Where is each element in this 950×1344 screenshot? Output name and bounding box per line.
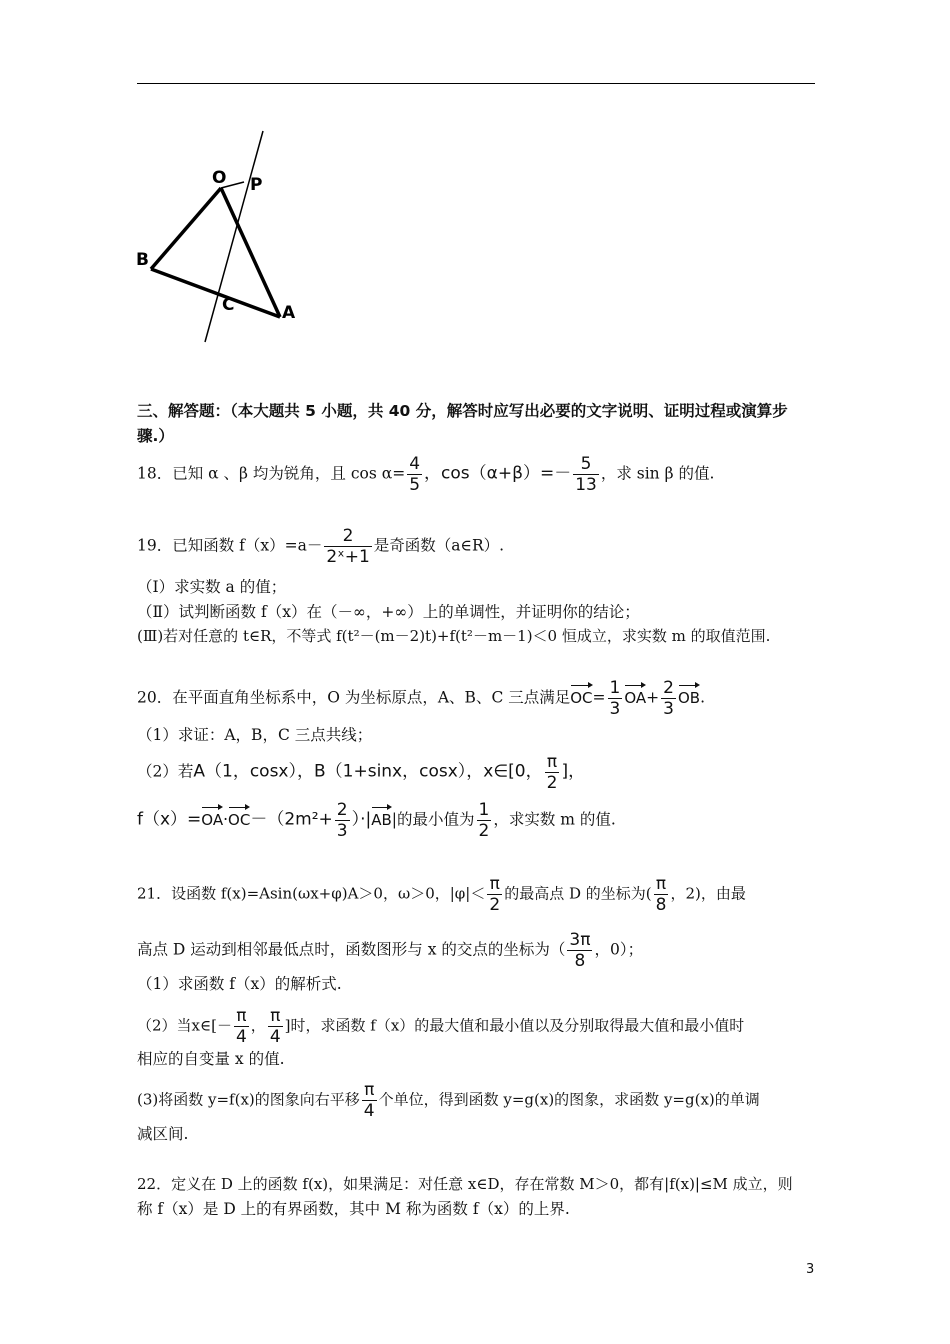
question-19-part-2: （Ⅱ）试判断函数 f（x）在（－∞，+∞）上的单调性，并证明你的结论；	[137, 603, 640, 621]
fraction: $\frac{\pi}{4}$	[235, 1006, 247, 1047]
label-o: O	[212, 168, 227, 188]
question-22: 22．定义在 D 上的函数 f(x)，如果满足：对任意 x∈D，存在常数 M＞0，都有|f(x)|≤M 成立，则	[137, 1175, 793, 1193]
question-21-part-3: (3)将函数 y=f(x)的图象向右平移 $\frac{\pi}{4}$ 个单位，得到函数 y=g(x)的图象，求函数 y=g(x)的单调	[137, 1080, 760, 1121]
question-19: 19．已知函数 f（x）=a－ $\frac{2}{\text{2ˣ+1}}$ 是奇函数（a∈R）.	[137, 526, 505, 567]
question-21-part-2-cont: 相应的自变量 x 的值.	[137, 1050, 285, 1068]
question-20-function: f（x）=OA·OC－（2m²+ $\frac{2}{3}$ ）·|AB|的最小值为 $\frac{1}{2}$ ，求实数 m 的值.	[137, 800, 616, 841]
fraction: $\frac{\pi}{4}$	[269, 1006, 281, 1047]
question-20-part-2: （2）若A（1，cosx），B（1+sinx，cosx），x∈[0， $\frac{\pi}{2}$ ]，	[137, 752, 586, 793]
fraction: $\frac{1}{3}$	[609, 678, 621, 719]
section-heading: 三、解答题：（本大题共 5 小题，共 40 分，解答时应写出必要的文字说明、证明过程或演算步	[137, 402, 788, 420]
vector-ob: OB	[678, 682, 700, 708]
page-number: 3	[806, 1262, 815, 1277]
fraction: $\frac{2}{3}$	[336, 800, 348, 841]
vector-ab: AB	[371, 804, 392, 830]
vector-oc: OC	[228, 804, 250, 830]
section-heading-cont: 骤.）	[137, 427, 174, 445]
question-19-part-3: (Ⅲ)若对任意的 t∈R，不等式 f(t²－(m－2)t)+f(t²－m－1)＜0 恒成立，求实数 m 的取值范围.	[137, 627, 771, 645]
fraction: $\frac{\pi}{2}$	[489, 874, 501, 915]
fraction: $\frac{5}{13}$	[575, 454, 597, 495]
question-22-cont: 称 f（x）是 D 上的有界函数，其中 M 称为函数 f（x）的上界.	[137, 1200, 570, 1218]
question-21: 21．设函数 f(x)=Asin(ωx+φ)A＞0，ω＞0，|φ|＜ $\frac{\pi}{2}$ 的最高点 D 的坐标为( $\frac{\pi}{8}$ ，2)，由最	[137, 874, 746, 915]
question-21-line-2: 高点 D 运动到相邻最低点时，函数图形与 x 的交点的坐标为（ $\frac{3\pi}{8}$ ，0）；	[137, 930, 644, 971]
fraction: $\frac{\pi}{4}$	[363, 1080, 375, 1121]
question-20: 20．在平面直角坐标系中，O 为坐标原点，A、B、C 三点满足OC= $\frac{1}{3}$ OA+ $\frac{2}{3}$ OB.	[137, 678, 706, 719]
fraction: $\frac{1}{2}$	[478, 800, 490, 841]
question-21-part-3-cont: 减区间.	[137, 1125, 189, 1143]
label-c: C	[222, 295, 235, 315]
vector-oa: OA	[624, 682, 646, 708]
vector-oa: OA	[201, 804, 223, 830]
geometry-figure	[132, 128, 307, 346]
question-21-part-1: （1）求函数 f（x）的解析式.	[137, 975, 342, 993]
header-rule	[137, 83, 815, 84]
label-a: A	[282, 303, 296, 323]
question-19-part-1: （Ⅰ）求实数 a 的值；	[137, 578, 287, 596]
fraction: $\frac{3\pi}{8}$	[569, 930, 591, 971]
label-p: P	[250, 175, 263, 195]
fraction: $\frac{2}{3}$	[663, 678, 674, 719]
fraction: $\frac{2}{\text{2ˣ+1}}$	[326, 526, 370, 567]
question-18: 18．已知 α 、β 均为锐角，且 cos α= $\frac{4}{5}$ ，cos（α+β）=－ $\frac{5}{13}$ ，求 sin β 的值.	[137, 454, 715, 495]
vector-oc: OC	[570, 682, 592, 708]
segment-o-b	[151, 188, 221, 269]
question-20-part-1: （1）求证：A，B，C 三点共线；	[137, 726, 373, 744]
question-21-part-2: （2）当x∈[－ $\frac{\pi}{4}$ ， $\frac{\pi}{4}$ ]时，求函数 f（x）的最大值和最小值以及分别取得最大值和最小值时	[137, 1006, 745, 1047]
fraction: $\frac{\pi}{2}$	[546, 752, 558, 793]
fraction: $\frac{4}{5}$	[409, 454, 421, 495]
fraction: $\frac{\pi}{8}$	[655, 874, 667, 915]
label-b: B	[136, 250, 149, 270]
